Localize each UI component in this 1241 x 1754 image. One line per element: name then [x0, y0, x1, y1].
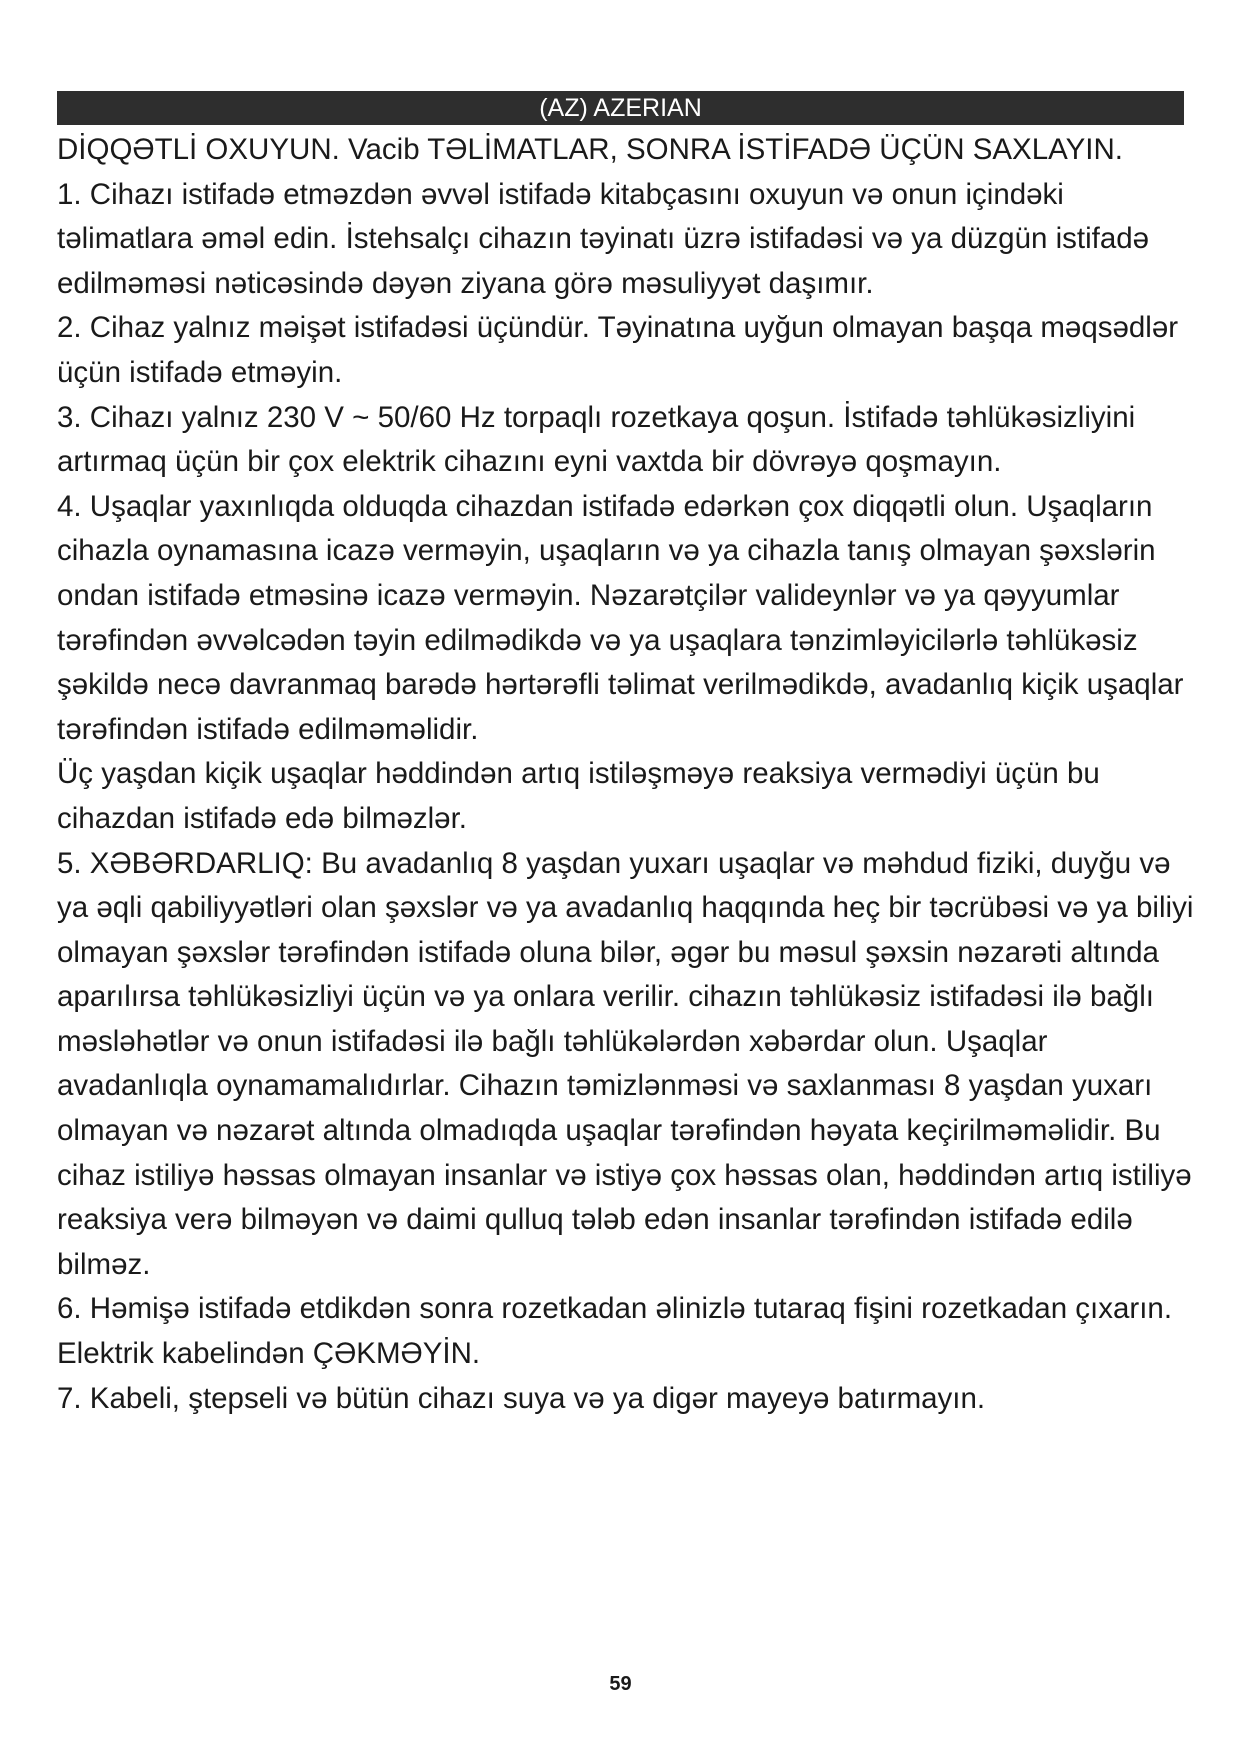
- instruction-item-3: 3. Cihazı yalnız 230 V ~ 50/60 Hz torpaqlı rozetkaya qoşun. İstifadə təhlükəsizliyini artırmaq üçün bir çox elektrik cihazını eyni vaxtda bir dövrəyə qoşmayın.: [57, 400, 1136, 479]
- instruction-item-4-continued: Üç yaşdan kiçik uşaqlar həddindən artıq istiləşməyə reaksiya vermədiyi üçün bu cihazdan istifadə edə bilməzlər.: [57, 757, 1100, 835]
- language-header-bar: [57, 91, 1184, 125]
- instruction-item-6: 6. Həmişə istifadə etdikdən sonra rozetkadan əlinizlə tutaraq fişini rozetkadan çıxarın. Elektrik kabelindən ÇƏKMƏYİN.: [57, 1292, 1173, 1371]
- instruction-item-2: 2. Cihaz yalnız məişət istifadəsi üçündür. Təyinatına uyğun olmayan başqa məqsədlər üçün istifadə etməyin.: [57, 311, 1179, 389]
- page-number: 59: [609, 1673, 632, 1695]
- language-label: (AZ) AZERIAN: [539, 94, 702, 122]
- instruction-item-5: 5. XƏBƏRDARLIQ: Bu avadanlıq 8 yaşdan yuxarı uşaqlar və məhdud fiziki, duyğu və ya əqli qabiliyyətləri olan şəxslər və ya avadanlıq haqqında heç bir təcrübəsi və ya biliyi olmayan şəxslər tərəfindən istifadə oluna bilər, əgər bu məsul şəxsin nəzarəti altında aparılırsa təhlükəsizliyi üçün və ya onlara verilir. cihazın təhlükəsiz istifadəsi ilə bağlı məsləhətlər və onun istifadəsi ilə bağlı təhlükələrdən xəbərdar olun. Uşaqlar avadanlıqla oynamamalıdırlar. Cihazın təmizlənməsi və saxlanması 8 yaşdan yuxarı olmayan və nəzarət altında olmadıqda uşaqlar tərəfindən həyata keçirilməməlidir. Bu cihaz istiliyə həssas olmayan insanlar və istiyə çox həssas olan, həddindən artıq istiliyə reaksiya verə bilməyən və daimi qulluq tələb edən insanlar tərəfindən istifadə edilə bilməz.: [57, 846, 1194, 1281]
- instruction-item-1: 1. Cihazı istifadə etməzdən əvvəl istifadə kitabçasını oxuyun və onun içindəki təlimatlara əməl edin. İstehsalçı cihazın təyinatı üzrə istifadəsi və ya düzgün istifadə edilməməsi nəticəsində dəyən ziyana görə məsuliyyət daşımır.: [57, 177, 1150, 300]
- instructions-body: [57, 128, 1197, 1421]
- intro-heading: DİQQƏTLİ OXUYUN. Vacib TƏLİMATLAR, SONRA İSTİFADƏ ÜÇÜN SAXLAYIN.: [57, 133, 1123, 166]
- instruction-item-4: 4. Uşaqlar yaxınlıqda olduqda cihazdan istifadə edərkən çox diqqətli olun. Uşaqların cihazla oynamasına icazə verməyin, uşaqların və ya cihazla tanış olmayan şəxslərin ondan istifadə etməsinə icazə verməyin. Nəzarətçilər valideynlər və ya qəyyumlar tərəfindən əvvəlcədən təyin edilmədikdə və ya uşaqlara tənzimləyicilərlə təhlükəsiz şəkildə necə davranmaq barədə hərtərəfli təlimat verilmədikdə, avadanlıq kiçik uşaqlar tərəfindən istifadə edilməməlidir.: [57, 489, 1184, 746]
- instruction-item-7: 7. Kabeli, ştepseli və bütün cihazı suya və ya digər mayeyə batırmayın.: [57, 1381, 986, 1415]
